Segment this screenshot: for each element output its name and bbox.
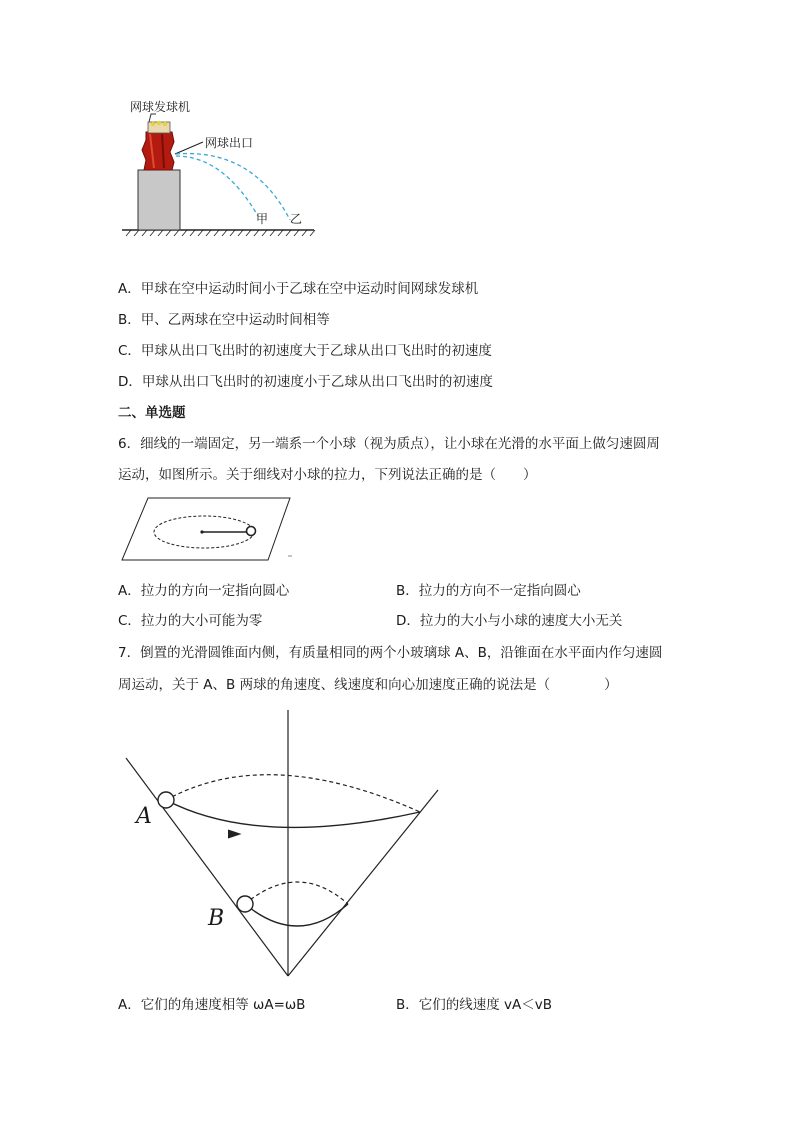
ball-a [158,792,174,808]
circular-motion-drawing [118,494,298,564]
q6-stem-line2: 运动，如图所示。关于细线对小球的拉力，下列说法正确的是（ ） [118,467,537,483]
orbit-a-back [166,775,420,812]
center-point [200,530,203,533]
q7-option-b: B．它们的线速度 vA＜vB [396,997,553,1013]
cone-drawing [118,708,448,980]
q7-option-a: A．它们的角速度相等 ωA=ωB [118,997,306,1013]
label-a: A [136,804,152,829]
section-title: 二、单选题 [118,405,186,421]
cone-figure [118,708,448,980]
q6-option-a: A．拉力的方向一定指向圆心 [118,583,290,599]
q5-option-b: B．甲、乙两球在空中运动时间相等 [118,312,330,328]
q7-stem-line2: 周运动，关于 A、B 两球的角速度、线速度和向心加速度正确的说法是（ ） [118,677,618,693]
trajectory-yi-label: 乙 [290,212,303,226]
q5-option-a: A．甲球在空中运动时间小于乙球在空中运动时间网球发球机 [118,281,479,297]
trajectory-yi [176,154,290,220]
orbit-b-front [245,904,348,926]
small-ball [247,527,256,536]
horizontal-plane [122,498,290,560]
outlet-label: 网球出口 [205,136,254,150]
q6-option-b: B．拉力的方向不一定指向圆心 [396,583,581,599]
ground-hatching [126,230,315,236]
tennis-figure [118,96,328,242]
orbit-a-front [166,800,420,827]
q5-option-d: D．甲球从出口飞出时的初速度小于乙球从出口飞出时的初速度 [118,374,493,390]
ball-machine [142,132,174,170]
platform-block [138,170,180,230]
orbit-b-back [245,882,348,904]
cone-left-edge [126,758,288,976]
trajectory-jia [176,156,258,216]
circular-motion-figure [118,494,298,564]
trajectory-jia-label: 甲 [256,212,269,226]
direction-arrow [228,830,240,838]
machine-label: 网球发球机 [130,100,191,114]
q6-option-d: D．拉力的大小与小球的速度大小无关 [396,613,623,629]
outlet-pointer-line [175,142,203,154]
q5-option-c: C．甲球从出口飞出时的初速度大于乙球从出口飞出时的初速度 [118,343,492,359]
q7-stem-line1: 7．倒置的光滑圆锥面内侧，有质量相同的两个小玻璃球 A、B，沿锥面在水平面内作匀速圆 [118,645,663,661]
q6-stem-line1: 6．细线的一端固定，另一端系一个小球（视为质点），让小球在光滑的水平面上做匀速圆周 [118,436,660,452]
q6-option-c: C．拉力的大小可能为零 [118,613,263,629]
ball-b [237,896,253,912]
label-b: B [208,906,225,931]
